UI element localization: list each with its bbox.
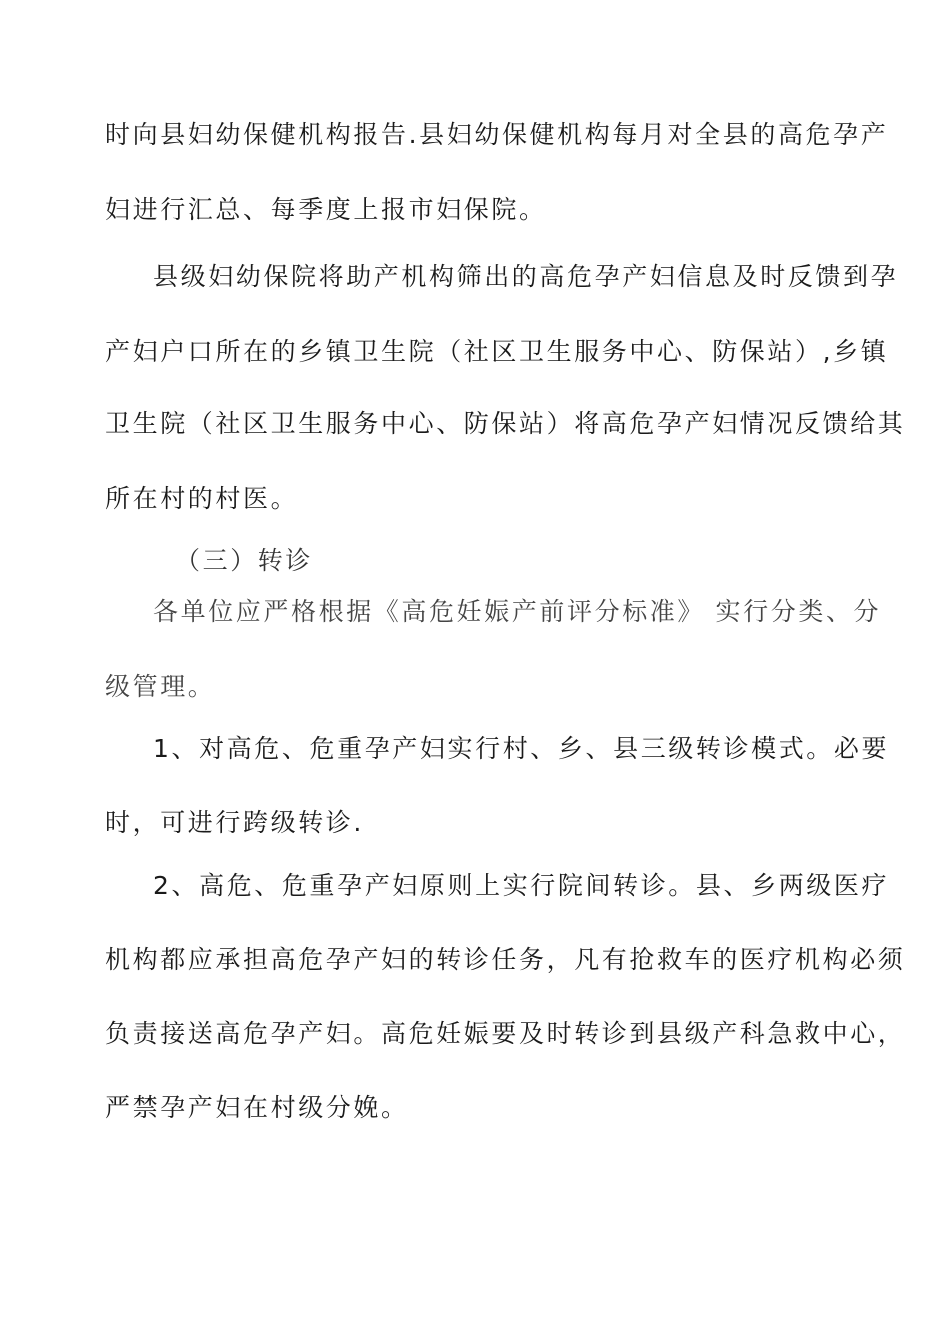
paragraph-line-10: 时，可进行跨级转诊.	[105, 808, 364, 837]
paragraph-line-8: 级管理。	[105, 672, 216, 701]
paragraph-line-13: 负责接送高危孕产妇。高危妊娠要及时转诊到县级产科急救中心，	[105, 1019, 906, 1048]
paragraph-line-9: 1、对高危、危重孕产妇实行村、乡、县三级转诊模式。必要	[153, 734, 890, 763]
paragraph-line-7: 各单位应严格根据《高危妊娠产前评分标准》 实行分类、分	[153, 597, 882, 626]
paragraph-line-1: 时向县妇幼保健机构报告.县妇幼保健机构每月对全县的高危孕产	[105, 120, 889, 149]
paragraph-line-3: 县级妇幼保院将助产机构筛出的高危孕产妇信息及时反馈到孕	[153, 262, 899, 291]
paragraph-line-5: 卫生院（社区卫生服务中心、防保站）将高危孕产妇情况反馈给其	[105, 409, 906, 438]
paragraph-line-12: 机构都应承担高危孕产妇的转诊任务，凡有抢救车的医疗机构必须	[105, 945, 906, 974]
section-heading: （三）转诊	[175, 546, 314, 575]
paragraph-line-6: 所在村的村医。	[105, 484, 299, 513]
paragraph-line-2: 妇进行汇总、每季度上报市妇保院。	[105, 195, 547, 224]
paragraph-line-14: 严禁孕产妇在村级分娩。	[105, 1093, 409, 1122]
paragraph-line-11: 2、高危、危重孕产妇原则上实行院间转诊。县、乡两级医疗	[153, 871, 890, 900]
paragraph-line-4: 产妇户口所在的乡镇卫生院（社区卫生服务中心、防保站）,乡镇	[105, 337, 889, 366]
